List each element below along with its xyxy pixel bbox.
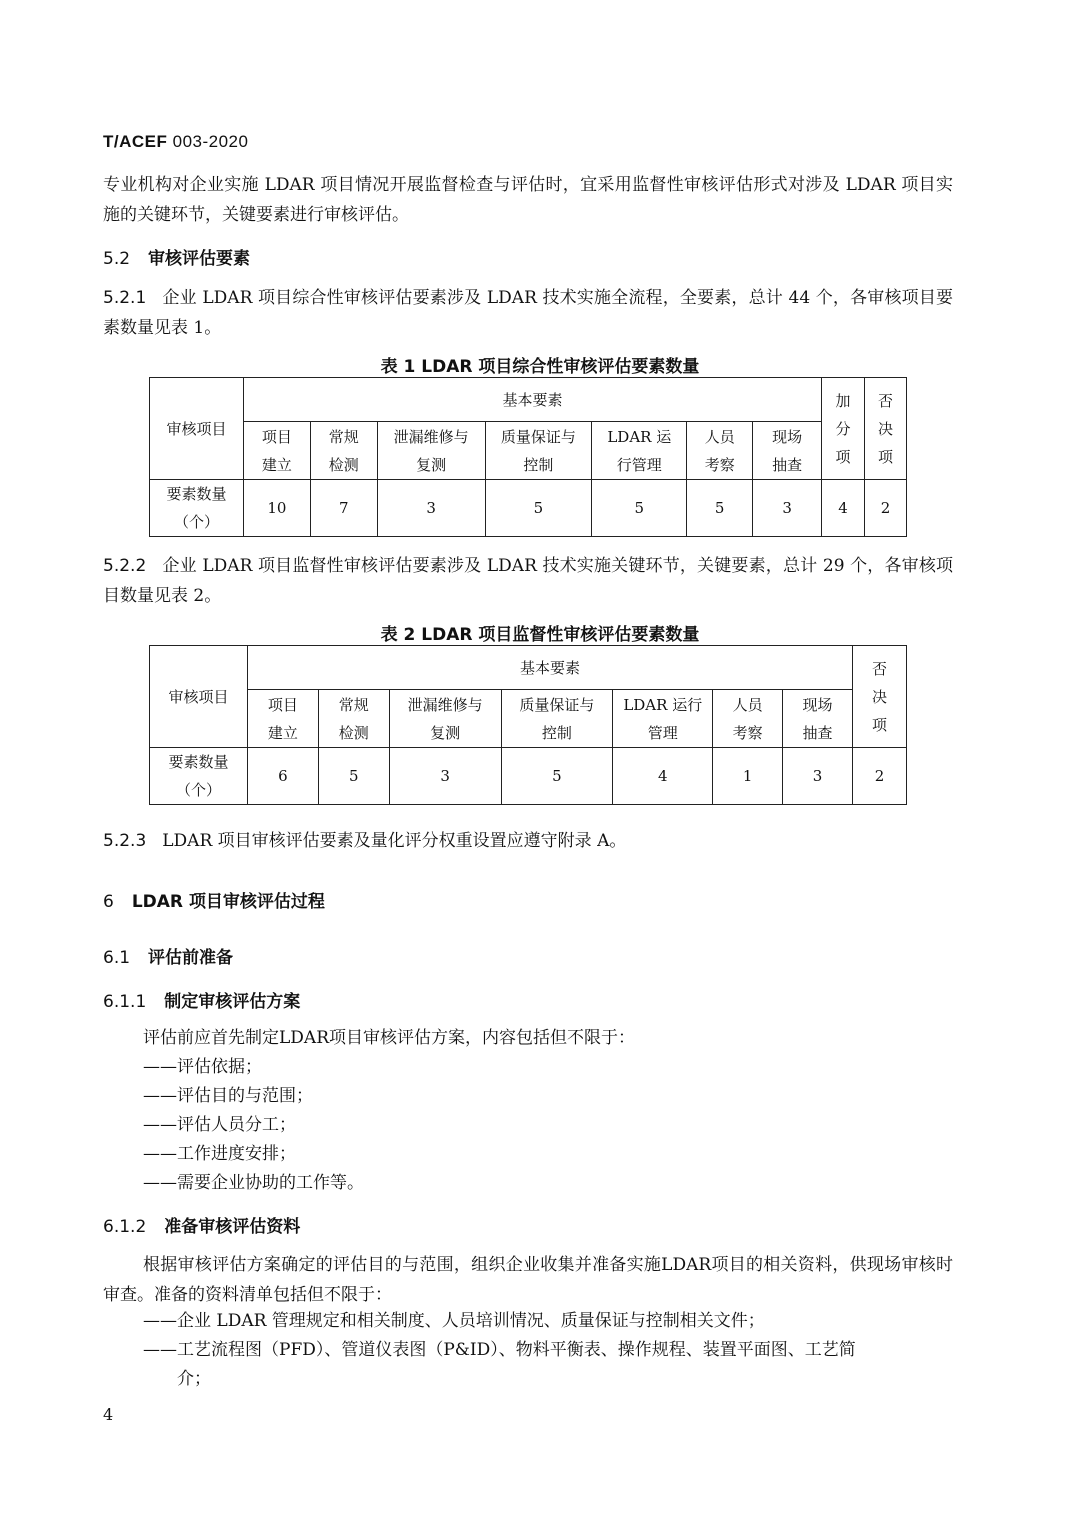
table1-cell: 10 [243,480,310,537]
table2-cell: 3 [783,748,853,805]
table1-cell: 3 [377,480,485,537]
table2-cell: 5 [318,748,389,805]
document-code-prefix: T/ACEF [103,132,168,151]
table1-cell: 3 [753,480,822,537]
list-item: ——需要企业协助的工作等。 [143,1173,364,1193]
section-6-1-heading [103,943,233,968]
section-title: 准备审核评估资料 [164,1217,301,1237]
table1-col-header: 人员 考察 [687,422,753,480]
table2-cell: 4 [613,748,713,805]
table1-col-header: 现场 抽查 [753,422,822,480]
plan-list [143,1024,635,1198]
paragraph-5-2-1 [103,283,953,343]
section-6-1-1-heading [103,987,300,1012]
table2-col-header: 项目 建立 [247,690,318,748]
table1-col-header: 泄漏维修与 复测 [377,422,485,480]
table2-cell: 5 [501,748,613,805]
table1 [149,377,907,537]
table2-col-header: 质量保证与 控制 [501,690,613,748]
prep-list [143,1307,856,1394]
table2-col-header: 常规 检测 [318,690,389,748]
paragraph-5-2-3 [103,826,953,856]
section-number: 6.1.2 [103,1217,147,1237]
table2-col-header: 泄漏维修与 复测 [389,690,501,748]
list-item: ——评估依据； [143,1057,262,1077]
table2 [149,645,907,805]
table1-cell: 5 [485,480,592,537]
table1-caption: 表 1 LDAR 项目综合性审核评估要素数量 [380,357,700,377]
table1-row-header: 审核项目 [150,378,244,480]
table2-col-header: LDAR 运行 管理 [613,690,713,748]
table2-col-header: 人员 考察 [713,690,783,748]
table2-row-header: 审核项目 [150,646,248,748]
section-title: 审核评估要素 [148,249,251,269]
table1-count-label: 要素数量 （个） [150,480,244,537]
section-title: LDAR 项目审核评估过程 [131,892,325,912]
prep-paragraph: 根据审核评估方案确定的评估目的与范围，组织企业收集并准备实施LDAR项目的相关资料，供现场审核时审查。准备的资料清单包括但不限于： [103,1255,953,1305]
clause-text: 企业 LDAR 项目监督性审核评估要素涉及 LDAR 技术实施关键环节，关键要素，总计 29 个，各审核项目数量见表 2。 [103,556,953,606]
table1-col-header: 常规 检测 [310,422,377,480]
plan-intro: 评估前应首先制定LDAR项目审核评估方案，内容包括但不限于： [143,1028,635,1048]
section-number: 5.2 [103,249,131,269]
section-6-1-2-heading [103,1212,300,1237]
section-title: 评估前准备 [148,948,234,968]
table1-col-header: 质量保证与 控制 [485,422,592,480]
table1-cell: 4 [822,480,865,537]
clause-text: LDAR 项目审核评估要素及量化评分权重设置应遵守附录 A。 [162,831,627,851]
table2-count-label: 要素数量 （个） [150,748,248,805]
document-code [103,132,248,152]
table2-caption: 表 2 LDAR 项目监督性审核评估要素数量 [380,625,700,645]
document-code-number: 003-2020 [172,132,249,151]
clause-number: 5.2.1 [103,288,147,308]
list-item: ——工作进度安排； [143,1144,296,1164]
table1-group-header: 基本要素 [243,378,821,422]
intro-paragraph: 专业机构对企业实施 LDAR 项目情况开展监督检查与评估时，宜采用监督性审核评估形式对涉及 LDAR 项目实施的关键环节，关键要素进行审核评估。 [103,175,953,225]
table2-cell: 1 [713,748,783,805]
table1-veto-header: 否 决 项 [864,378,906,480]
section-5-2-heading [103,244,250,269]
table1-col-header: 项目 建立 [243,422,310,480]
section-number: 6.1 [103,948,131,968]
list-item-continuation: 介； [177,1369,211,1389]
section-number: 6.1.1 [103,992,147,1012]
list-item: ——工艺流程图（PFD）、管道仪表图（P&ID）、物料平衡表、操作规程、装置平面图、工艺简 [143,1340,856,1360]
table1-cell: 5 [592,480,687,537]
section-number: 6 [103,892,114,912]
paragraph-5-2-2 [103,551,953,611]
table2-veto-header: 否 决 项 [852,646,906,748]
list-item: ——评估人员分工； [143,1115,296,1135]
section-6-heading [103,887,325,912]
table2-col-header: 现场 抽查 [783,690,853,748]
clause-number: 5.2.2 [103,556,147,576]
list-item: ——企业 LDAR 管理规定和相关制度、人员培训情况、质量保证与控制相关文件； [143,1311,765,1331]
table1-cell: 7 [310,480,377,537]
table1-bonus-header: 加 分 项 [822,378,865,480]
table1-col-header: LDAR 运 行管理 [592,422,687,480]
table2-cell: 6 [247,748,318,805]
table2-cell: 3 [389,748,501,805]
table2-cell: 2 [852,748,906,805]
clause-number: 5.2.3 [103,831,147,851]
section-title: 制定审核评估方案 [164,992,301,1012]
table1-cell: 2 [864,480,906,537]
list-item: ——评估目的与范围； [143,1086,313,1106]
table1-cell: 5 [687,480,753,537]
page-number: 4 [103,1405,114,1424]
clause-text: 企业 LDAR 项目综合性审核评估要素涉及 LDAR 技术实施全流程，全要素，总计 44 个，各审核项目要素数量见表 1。 [103,288,953,338]
table2-group-header: 基本要素 [247,646,852,690]
